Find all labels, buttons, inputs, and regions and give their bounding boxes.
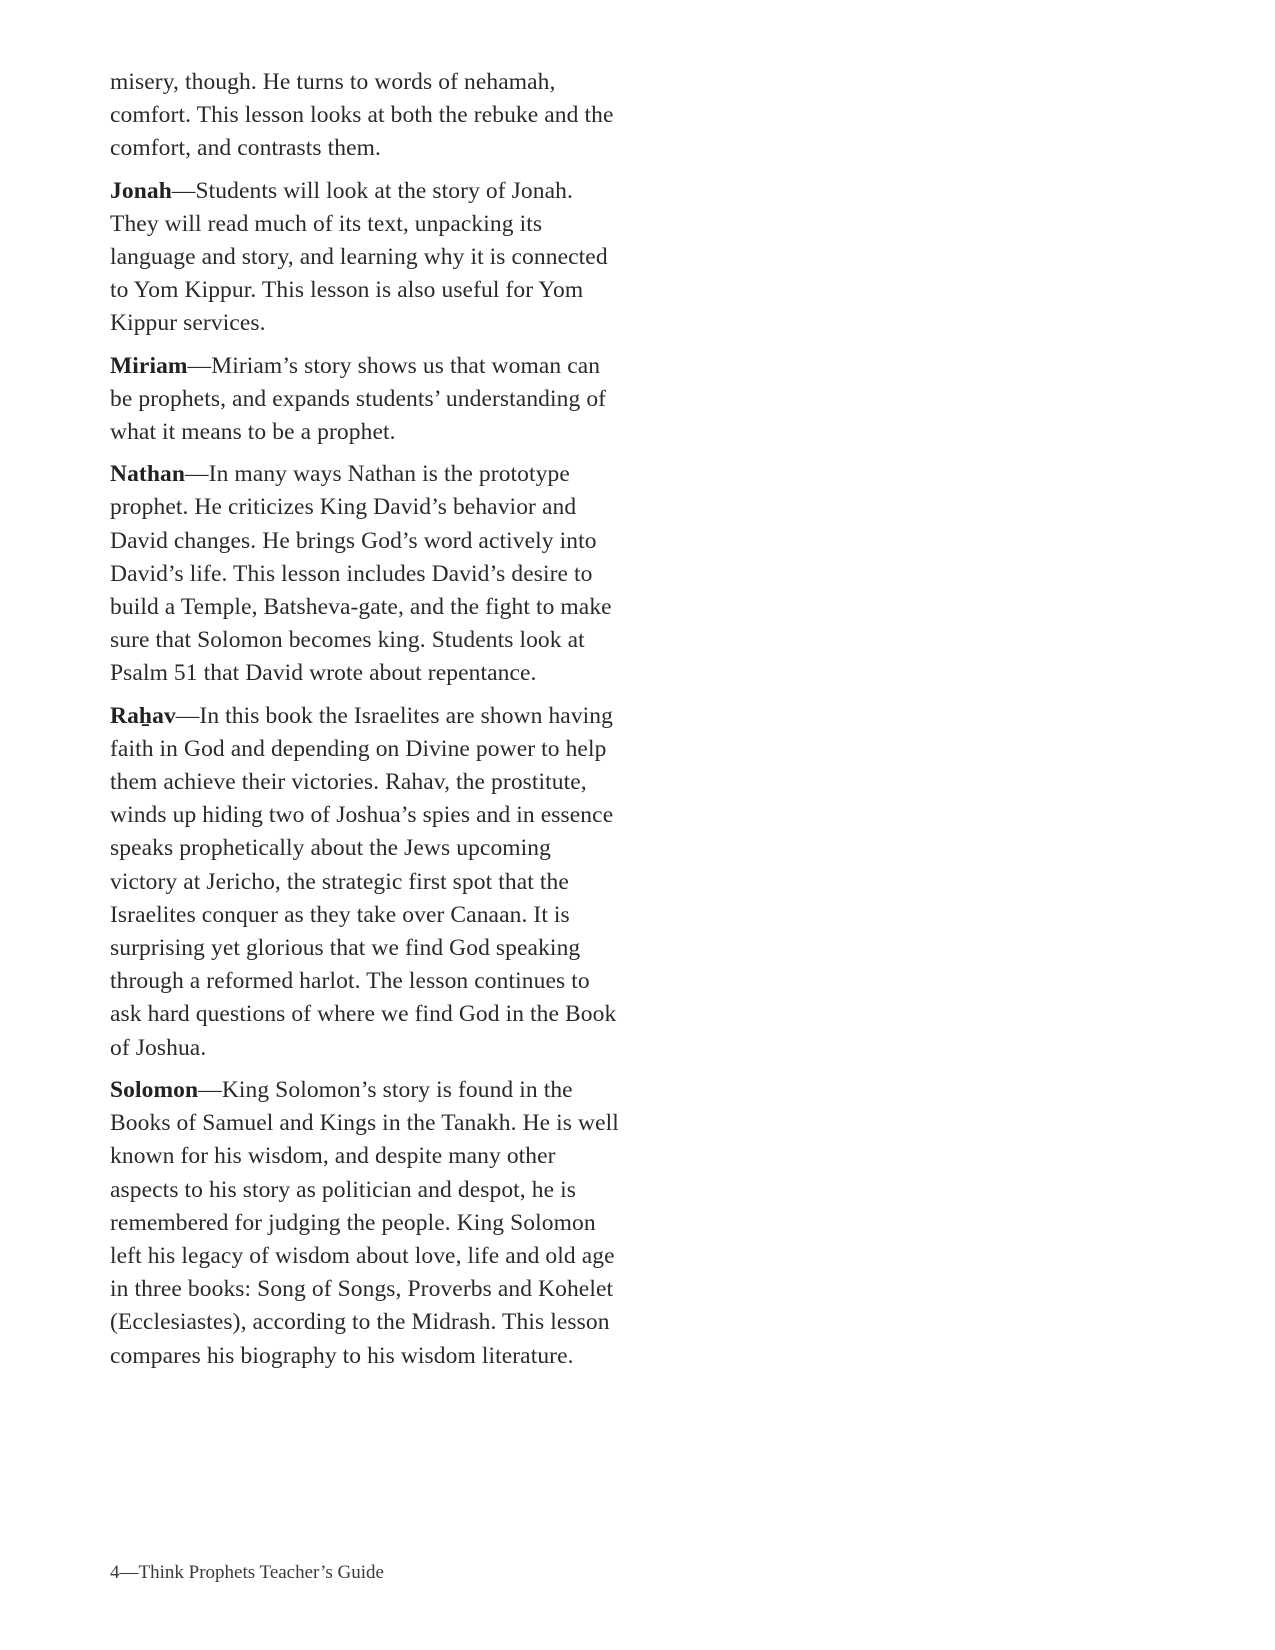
paragraph-nathan	[110, 458, 622, 690]
em-dash: —	[187, 352, 212, 379]
term-nathan: Nathan	[110, 461, 186, 488]
term-solomon: Solomon	[110, 1076, 199, 1103]
page-footer	[110, 1562, 384, 1584]
main-text-column	[110, 66, 622, 1382]
paragraph-text: In many ways Nathan is the prototype prophet. He criticizes King David’s behavior and David changes. He brings God’s word actively into David’s life. This lesson includes David’s desire to build a Temple, Batsheva-gate, and the fight to make sure that Solomon becomes king. Students look at Psalm 51 that David wrote about repentance.	[110, 461, 612, 687]
paragraph-rahav	[110, 700, 622, 1065]
em-dash: —	[171, 177, 196, 204]
paragraph-intro-continuation	[110, 66, 622, 166]
term-jonah: Jonah	[110, 177, 172, 204]
paragraph-text: Students will look at the story of Jonah. They will read much of its text, unpacking its language and story, and learning why it is connected to Yom Kippur. This lesson is also useful for Yom Kippur services.	[110, 177, 608, 337]
paragraph-jonah	[110, 175, 622, 341]
footer-text: 4—Think Prophets Teacher’s Guide	[110, 1562, 384, 1583]
em-dash: —	[185, 461, 209, 488]
term-rahav: Raẖav	[110, 702, 176, 729]
paragraph-text: Miriam’s story shows us that woman can be prophets, and expands students’ understanding of what it means to be a prophet.	[110, 352, 607, 446]
paragraph-solomon	[110, 1074, 622, 1373]
paragraph-text: King Solomon’s story is found in the Books of Samuel and Kings in the Tanakh. He is well known for his wisdom, and despite many other aspects to his story as politician and despot, he is remembered for judging the people. King Solomon left his legacy of wisdom about love, life and old age in three books: Song of Songs, Proverbs and Kohelet (Ecclesiastes), according to the Midrash. This lesson compares his biography to his wisdom literature.	[110, 1076, 619, 1369]
em-dash: —	[198, 1076, 222, 1103]
paragraph-miriam	[110, 350, 622, 450]
term-miriam: Miriam	[110, 352, 188, 379]
paragraph-text: misery, though. He turns to words of nehamah, comfort. This lesson looks at both the rebuke and the comfort, and contrasts them.	[110, 69, 614, 162]
em-dash: —	[175, 702, 200, 729]
paragraph-text: In this book the Israelites are shown having faith in God and depending on Divine power to help them achieve their victories. Rahav, the prostitute, winds up hiding two of Joshua’s spies and in essence speaks prophetically about the Jews upcoming victory at Jericho, the strategic first spot that the Israelites conquer as they take over Canaan. It is surprising yet glorious that we find God speaking through a reformed harlot. The lesson continues to ask hard questions of where we find God in the Book of Joshua.	[110, 702, 617, 1061]
